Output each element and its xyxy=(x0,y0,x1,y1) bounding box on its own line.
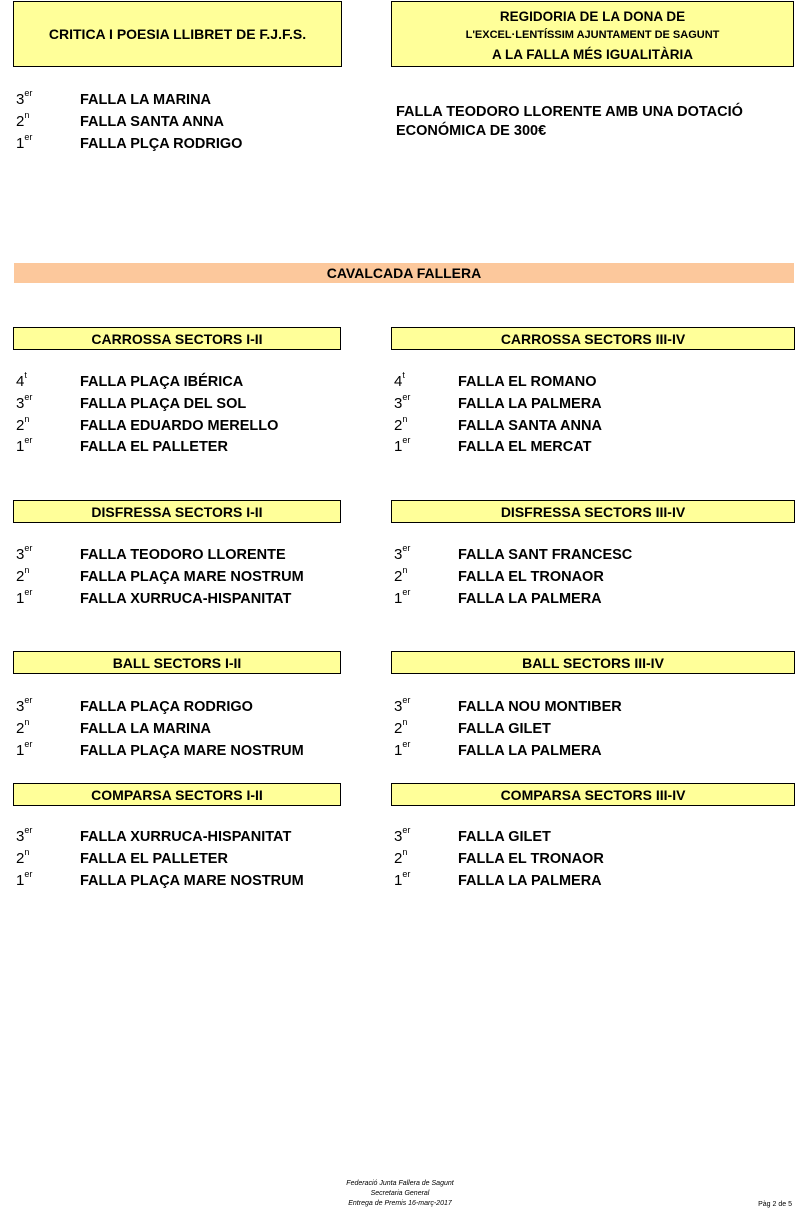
result-rank xyxy=(394,586,411,607)
result-falla-name: FALLA PLÇA RODRIGO xyxy=(80,135,243,152)
rank-suffix: t xyxy=(24,370,27,380)
result-falla-name: FALLA PLAÇA MARE NOSTRUM xyxy=(80,872,304,889)
result-falla-name: FALLA SANT FRANCESC xyxy=(458,547,633,563)
result-falla-name: FALLA EL PALLETER xyxy=(80,439,228,456)
result-rank xyxy=(16,543,33,563)
result-rank xyxy=(16,391,33,412)
disfressa-right-header xyxy=(391,500,795,523)
rank-number: 3 xyxy=(16,546,25,563)
rank-number: 2 xyxy=(16,849,25,867)
result-rank xyxy=(16,413,30,434)
rank-suffix: er xyxy=(402,391,411,402)
disfressa-left-header xyxy=(13,500,341,523)
rank-suffix: er xyxy=(24,825,33,835)
result-rank xyxy=(394,543,411,563)
result-rank xyxy=(394,413,408,434)
result-falla-name: FALLA PLAÇA RODRIGO xyxy=(80,699,253,715)
result-rank xyxy=(16,109,30,130)
rank-number: 1 xyxy=(394,871,403,889)
rank-suffix: n xyxy=(402,846,408,857)
rank-number: 2 xyxy=(394,719,403,737)
rank-number: 1 xyxy=(394,741,403,759)
rank-suffix: er xyxy=(402,825,411,835)
rank-number: 2 xyxy=(16,112,25,130)
result-falla-name: FALLA NOU MONTIBER xyxy=(458,699,622,715)
rank-suffix: er xyxy=(402,435,411,446)
footer xyxy=(0,1179,800,1209)
result-falla-name: FALLA PLAÇA IBÉRICA xyxy=(80,374,244,390)
rank-suffix: n xyxy=(24,413,30,424)
award-line2: ECONÓMICA DE 300€ xyxy=(396,123,547,139)
result-falla-name: FALLA EL TRONAOR xyxy=(458,850,604,867)
rank-number: 2 xyxy=(16,567,25,585)
result-rank xyxy=(16,716,30,737)
critica-title: CRITICA I POESIA LLIBRET DE F.J.F.S. xyxy=(48,26,307,42)
rank-number: 3 xyxy=(16,91,25,108)
rank-number: 4 xyxy=(16,373,25,390)
rank-number: 2 xyxy=(394,849,403,867)
result-falla-name: FALLA LA PALMERA xyxy=(458,590,602,607)
rank-suffix: er xyxy=(24,391,33,402)
rank-suffix: er xyxy=(24,131,33,142)
rank-suffix: t xyxy=(402,370,405,380)
result-rank xyxy=(394,370,405,390)
rank-number: 1 xyxy=(394,438,403,456)
rank-suffix: n xyxy=(24,716,30,727)
rank-suffix: er xyxy=(402,586,411,597)
comparsa-right-header xyxy=(391,783,795,806)
rank-suffix: er xyxy=(24,88,33,98)
ball-left-title: BALL SECTORS I-II xyxy=(112,654,242,671)
result-rank xyxy=(394,868,411,889)
result-falla-name: FALLA SANTA ANNA xyxy=(80,113,224,130)
rank-number: 1 xyxy=(16,438,25,456)
result-rank xyxy=(16,846,30,867)
footer-line1: Federació Junta Fallera de Sagunt xyxy=(346,1180,454,1187)
disfressa-right-title: DISFRESSA SECTORS III-IV xyxy=(500,503,686,520)
rank-suffix: er xyxy=(402,868,411,879)
result-rank xyxy=(394,716,408,737)
result-rank xyxy=(394,825,411,845)
rank-suffix: er xyxy=(402,738,411,749)
rank-number: 1 xyxy=(16,589,25,607)
comparsa-right-title: COMPARSA SECTORS III-IV xyxy=(500,786,686,803)
result-rank xyxy=(16,695,33,715)
result-falla-name: FALLA TEODORO LLORENTE xyxy=(80,547,286,563)
rank-number: 4 xyxy=(394,373,403,390)
critica-header xyxy=(13,1,342,67)
rank-number: 1 xyxy=(16,741,25,759)
ball-left-header xyxy=(13,651,341,674)
result-rank xyxy=(16,435,33,456)
rank-number: 2 xyxy=(16,416,25,434)
result-falla-name: FALLA EL ROMANO xyxy=(458,374,597,390)
carrossa-right-header xyxy=(391,327,795,350)
rank-suffix: n xyxy=(402,716,408,727)
rank-suffix: n xyxy=(402,413,408,424)
result-rank xyxy=(394,435,411,456)
carrossa-left-title: CARROSSA SECTORS I-II xyxy=(91,330,263,347)
result-rank xyxy=(394,695,411,715)
result-rank xyxy=(16,738,33,759)
footer-line2: Secretaria General xyxy=(370,1190,430,1197)
award-line1: FALLA TEODORO LLORENTE AMB UNA DOTACIÓ xyxy=(396,104,743,120)
rank-suffix: er xyxy=(24,738,33,749)
regidoria-line2: L'EXCEL·LENTÍSSIM AJUNTAMENT DE SAGUNT xyxy=(465,29,720,41)
rank-number: 2 xyxy=(394,567,403,585)
rank-suffix: er xyxy=(24,586,33,597)
carrossa-left-header xyxy=(13,327,341,350)
result-rank xyxy=(16,825,33,845)
result-rank xyxy=(16,88,33,108)
rank-number: 3 xyxy=(394,394,403,412)
rank-suffix: er xyxy=(24,543,33,553)
result-rank xyxy=(394,738,411,759)
result-falla-name: FALLA PLAÇA MARE NOSTRUM xyxy=(80,568,304,585)
rank-number: 2 xyxy=(16,719,25,737)
result-falla-name: FALLA GILET xyxy=(458,829,551,845)
rank-number: 3 xyxy=(16,828,25,845)
rank-suffix: er xyxy=(402,695,411,705)
result-falla-name: FALLA EL PALLETER xyxy=(80,850,228,867)
result-falla-name: FALLA PLAÇA MARE NOSTRUM xyxy=(80,742,304,759)
result-rank xyxy=(16,131,33,152)
result-rank xyxy=(16,370,27,390)
result-falla-name: FALLA XURRUCA-HISPANITAT xyxy=(80,590,292,607)
ball-right-title: BALL SECTORS III-IV xyxy=(522,654,664,671)
result-falla-name: FALLA LA MARINA xyxy=(80,92,212,108)
result-falla-name: FALLA EDUARDO MERELLO xyxy=(80,417,279,434)
rank-suffix: er xyxy=(402,543,411,553)
rank-suffix: n xyxy=(402,564,408,575)
rank-suffix: n xyxy=(24,564,30,575)
rank-suffix: n xyxy=(24,846,30,857)
result-rank xyxy=(394,846,408,867)
rank-number: 3 xyxy=(394,698,403,715)
comparsa-left-header xyxy=(13,783,341,806)
rank-suffix: er xyxy=(24,868,33,879)
result-falla-name: FALLA LA PALMERA xyxy=(458,872,602,889)
rank-number: 3 xyxy=(16,698,25,715)
regidoria-award xyxy=(396,103,743,141)
result-falla-name: FALLA EL TRONAOR xyxy=(458,568,604,585)
comparsa-left-title: COMPARSA SECTORS I-II xyxy=(91,786,263,803)
result-rank xyxy=(394,391,411,412)
footer-line3: Entrega de Premis 16-març-2017 xyxy=(348,1200,452,1207)
rank-number: 3 xyxy=(394,546,403,563)
rank-number: 1 xyxy=(394,589,403,607)
rank-suffix: er xyxy=(24,435,33,446)
rank-number: 1 xyxy=(16,871,25,889)
ball-right-header xyxy=(391,651,795,674)
regidoria-line1: REGIDORIA DE LA DONA DE xyxy=(499,9,686,24)
result-rank xyxy=(394,564,408,585)
rank-number: 1 xyxy=(16,134,25,152)
result-rank xyxy=(16,586,33,607)
rank-suffix: er xyxy=(24,695,33,705)
result-falla-name: FALLA LA PALMERA xyxy=(458,742,602,759)
disfressa-left-title: DISFRESSA SECTORS I-II xyxy=(91,503,263,520)
result-falla-name: FALLA LA PALMERA xyxy=(458,395,602,412)
page-number: Pàg 2 de 5 xyxy=(758,1201,792,1208)
result-falla-name: FALLA GILET xyxy=(458,720,551,737)
result-falla-name: FALLA EL MERCAT xyxy=(458,439,592,456)
rank-suffix: n xyxy=(24,109,30,120)
result-rank xyxy=(16,868,33,889)
result-rank xyxy=(16,564,30,585)
cavalcada-banner: CAVALCADA FALLERA xyxy=(14,263,794,283)
rank-number: 2 xyxy=(394,416,403,434)
result-falla-name: FALLA XURRUCA-HISPANITAT xyxy=(80,829,292,845)
result-falla-name: FALLA PLAÇA DEL SOL xyxy=(80,395,247,412)
regidoria-header xyxy=(391,1,794,67)
rank-number: 3 xyxy=(16,394,25,412)
result-falla-name: FALLA LA MARINA xyxy=(80,720,212,737)
regidoria-line3: A LA FALLA MÉS IGUALITÀRIA xyxy=(492,47,693,62)
result-falla-name: FALLA SANTA ANNA xyxy=(458,417,602,434)
rank-number: 3 xyxy=(394,828,403,845)
carrossa-right-title: CARROSSA SECTORS III-IV xyxy=(500,330,686,347)
